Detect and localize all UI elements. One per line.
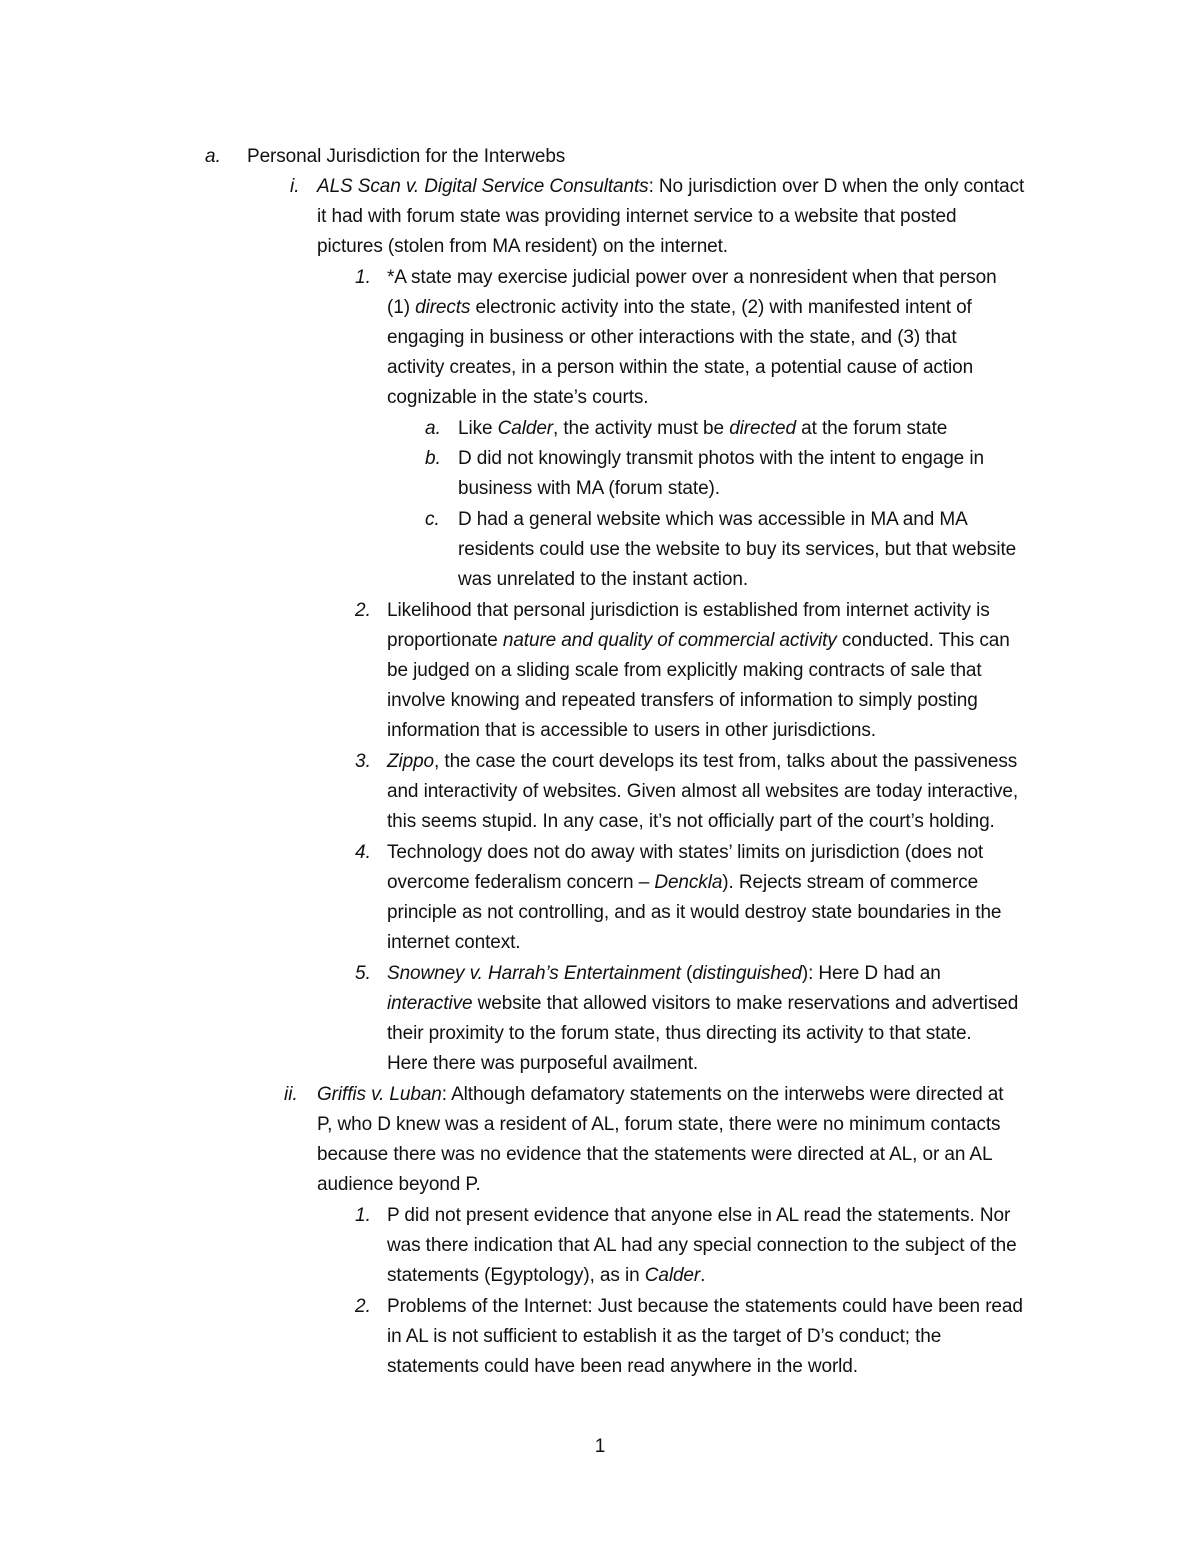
subpoint-line: was unrelated to the instant action.	[458, 569, 749, 590]
page-number: 1	[594, 1436, 606, 1457]
case-name: Griffis v. Luban	[317, 1084, 442, 1105]
point-line: Technology does not do away with states’ limits on jurisdiction (does not	[387, 842, 984, 863]
point-marker: 2.	[355, 600, 371, 621]
point-line: Here there was purposeful availment.	[387, 1053, 699, 1074]
point-line: involve knowing and repeated transfers of information to simply posting	[387, 690, 978, 711]
point-line: statements could have been read anywhere in the world.	[387, 1356, 858, 1377]
item-marker: i.	[290, 176, 300, 197]
subpoint-line: residents could use the website to buy its services, but that website	[458, 539, 1017, 560]
point-line: principle as not controlling, and as it would destroy state boundaries in the	[387, 902, 1002, 923]
point-marker: 4.	[355, 842, 371, 863]
point-line: their proximity to the forum state, thus directing its activity to that state.	[387, 1023, 972, 1044]
point-line: Snowney v. Harrah’s Entertainment (distinguished): Here D had an	[387, 963, 941, 984]
point-line: Zippo, the case the court develops its test from, talks about the passiveness	[387, 751, 1018, 772]
subpoint-marker: a.	[425, 418, 441, 439]
point-line: Problems of the Internet: Just because the statements could have been read	[387, 1296, 1023, 1317]
item-line: pictures (stolen from MA resident) on the internet.	[317, 236, 728, 257]
point-line: overcome federalism concern – Denckla). Rejects stream of commerce	[387, 872, 979, 893]
point-line: proportionate nature and quality of commercial activity conducted. This can	[387, 630, 1010, 651]
item-line: audience beyond P.	[317, 1174, 481, 1195]
point-line: information that is accessible to users in other jurisdictions.	[387, 720, 876, 741]
section-marker: a.	[205, 146, 221, 167]
point-line: be judged on a sliding scale from explicitly making contracts of sale that	[387, 660, 982, 681]
point-line: Likelihood that personal jurisdiction is established from internet activity is	[387, 600, 990, 621]
point-line: engaging in business or other interactions with the state, and (3) that	[387, 327, 957, 348]
point-line: and interactivity of websites. Given almost all websites are today interactive,	[387, 781, 1019, 802]
subpoint-line: D did not knowingly transmit photos with the intent to engage in	[458, 448, 984, 469]
item-line: because there was no evidence that the statements were directed at AL, or an AL	[317, 1144, 993, 1165]
point-line: P did not present evidence that anyone else in AL read the statements. Nor	[387, 1205, 1011, 1226]
item-line: ALS Scan v. Digital Service Consultants: No jurisdiction over D when the only contact	[317, 176, 1025, 197]
point-marker: 2.	[355, 1296, 371, 1317]
point-line: internet context.	[387, 932, 521, 953]
point-line: activity creates, in a person within the state, a potential cause of action	[387, 357, 974, 378]
point-line: (1) directs electronic activity into the state, (2) with manifested intent of	[387, 297, 972, 318]
section-title: Personal Jurisdiction for the Interwebs	[247, 146, 566, 167]
point-marker: 3.	[355, 751, 371, 772]
point-line: this seems stupid. In any case, it’s not officially part of the court’s holding.	[387, 811, 995, 832]
point-marker: 1.	[355, 267, 371, 288]
point-line: was there indication that AL had any special connection to the subject of the	[387, 1235, 1017, 1256]
point-line: in AL is not sufficient to establish it as the target of D’s conduct; the	[387, 1326, 942, 1347]
subpoint-marker: b.	[425, 448, 441, 469]
point-line: cognizable in the state’s courts.	[387, 387, 649, 408]
item-line: P, who D knew was a resident of AL, forum state, there were no minimum contacts	[317, 1114, 1001, 1135]
point-marker: 1.	[355, 1205, 371, 1226]
case-name: ALS Scan v. Digital Service Consultants	[317, 176, 649, 197]
point-line: *A state may exercise judicial power over a nonresident when that person	[387, 267, 997, 288]
item-line: it had with forum state was providing internet service to a website that posted	[317, 206, 957, 227]
subpoint-line: Like Calder, the activity must be directed at the forum state	[458, 418, 948, 439]
subpoint-line: business with MA (forum state).	[458, 478, 720, 499]
item-marker: ii.	[284, 1084, 298, 1105]
point-line: interactive website that allowed visitors to make reservations and advertised	[387, 993, 1019, 1014]
subpoint-line: D had a general website which was accessible in MA and MA	[458, 509, 968, 530]
point-line: statements (Egyptology), as in Calder.	[387, 1265, 706, 1286]
item-line: Griffis v. Luban: Although defamatory statements on the interwebs were directed at	[317, 1084, 1004, 1105]
point-marker: 5.	[355, 963, 371, 984]
subpoint-marker: c.	[425, 509, 440, 530]
